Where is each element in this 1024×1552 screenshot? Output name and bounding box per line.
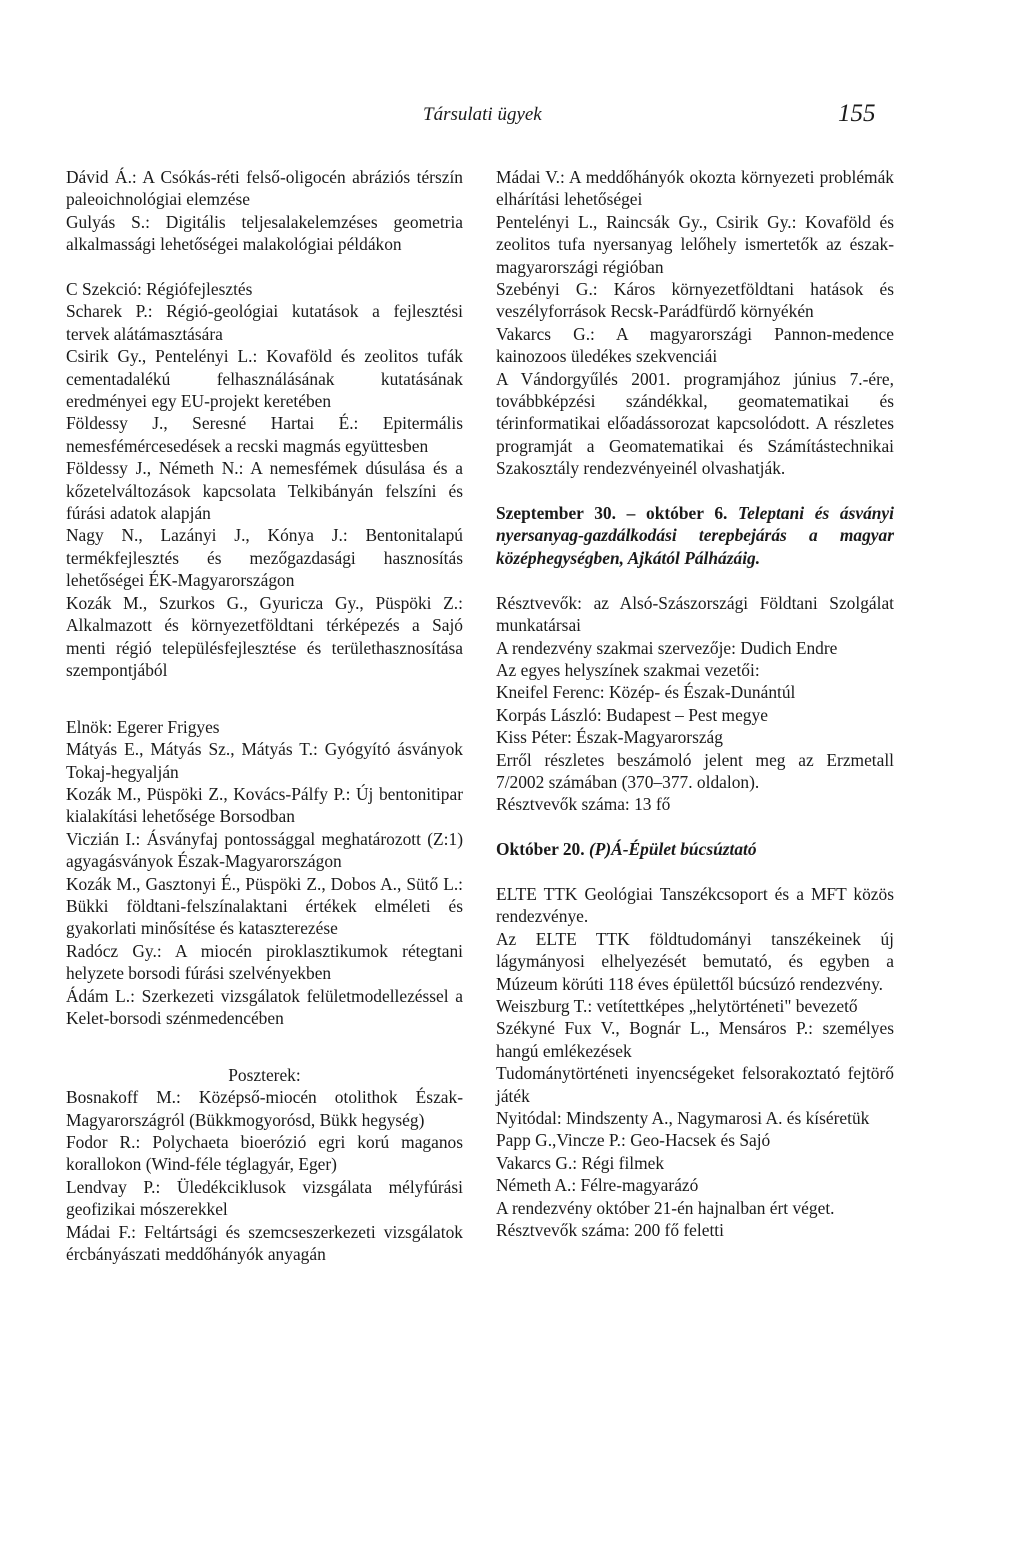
abstract-entry: Kozák M., Gasztonyi É., Püspöki Z., Dobos A., Sütő L.: Bükki földtani-felszínalaktani értékek elméleti és gyakorlati minősítése és kataszterezése	[66, 873, 463, 939]
event-heading-field-trip	[496, 502, 894, 569]
event-detail: Korpás László: Budapest – Pest megye	[496, 704, 768, 725]
abstract-entry: Scharek P.: Régió-geológiai kutatások a fejlesztési tervek alátámasztására	[66, 301, 463, 344]
event-title: Teleptani és ásványi nyersanyag-gazdálkodási terepbejárás a magyar középhegységben, Ajkától Pálházáig.	[496, 503, 894, 568]
event-detail: Weiszburg T.: vetítettképes „helytörténeti" bevezető	[496, 995, 858, 1016]
event-detail: Résztvevők: az Alsó-Szászországi Földtani Szolgálat munkatársai	[496, 592, 894, 636]
event-detail: Székyné Fux V., Bognár L., Mensáros P.: személyes hangú emlékezések	[496, 1018, 894, 1061]
event-detail: A rendezvény szakmai szervezője: Dudich Endre	[496, 637, 838, 658]
abstract-entry: Szebényi G.: Káros környezetföldtani hatások és veszélyforrások Recsk-Parádfürdő környékén	[496, 279, 894, 322]
running-title: Társulati ügyek	[423, 104, 542, 125]
abstract-entry: Földessy J., Seresné Hartai É.: Epitermális nemesfémércesedések a recski magmás együttesben	[66, 413, 463, 456]
announcement-paragraph: A Vándorgyűlés 2001. programjához június 7.-ére, továbbképzési szándékkal, geomatematikai és térinformatikai előadássorozat kapcsolódott. A részletes programját a Geomatematikai és Számítástechnikai Szakosztály rendezvényeinél olvashatják.	[496, 368, 894, 479]
poster-entry: Lendvay P.: Üledékciklusok vizsgálata mélyfúrási geofizikai mószerekkel	[66, 1176, 463, 1220]
event-detail: Az egyes helyszínek szakmai vezetői:	[496, 659, 760, 680]
section-heading: C Szekció: Régiófejlesztés	[66, 279, 253, 300]
abstract-entry: Viczián I.: Ásványfaj pontossággal meghatározott (Z:1) agyagásványok Észak-Magyarországon	[66, 828, 463, 872]
abstract-entry: Radócz Gy.: A miocén piroklasztikumok rétegtani helyzete borsodi fúrási szelvényekben	[66, 940, 463, 984]
event-detail: Erről részletes beszámoló jelent meg az Erzmetall 7/2002 számában (370–377. oldalon).	[496, 749, 894, 792]
abstract-entry: Vakarcs G.: A magyarországi Pannon-medence kainozoos üledékes szekvenciái	[496, 323, 894, 367]
abstract-entry: Pentelényi L., Raincsák Gy., Csirik Gy.: Kovaföld és zeolitos tufa nyersanyag lelőhely ismertetők az észak-magyarországi régióban	[496, 211, 894, 277]
abstract-entry: Mádai V.: A meddőhányók okozta környezeti problémák elhárítási lehetőségei	[496, 167, 894, 210]
right-column	[496, 166, 894, 1241]
abstract-entry: Ádám L.: Szerkezeti vizsgálatok felületmodellezéssel a Kelet-borsodi szénmedencében	[66, 985, 463, 1028]
event-detail: Az ELTE TTK földtudományi tanszékeinek új lágymányosi elhelyezését bemutató, és egyben a Múzeum körúti 118 éves épülettől búcsúzó rendezvény.	[496, 928, 894, 994]
event-detail: Vakarcs G.: Régi filmek	[496, 1152, 665, 1173]
abstract-entry: Kozák M., Szurkos G., Gyuricza Gy., Püspöki Z.: Alkalmazott és környezetföldtani térképezés a Sajó menti régió településfejlesztése és területhasznosítása szempontjából	[66, 592, 463, 680]
event-detail: Papp G.,Vincze P.: Geo-Hacsek és Sajó	[496, 1130, 771, 1151]
event-heading-farewell	[496, 838, 894, 860]
poster-entry: Mádai F.: Feltártsági és szemcseszerkezeti vizsgálatok ércbányászati meddőhányók anyagán	[66, 1221, 463, 1265]
event-detail: Résztvevők száma: 13 fő	[496, 794, 671, 815]
event-detail: Kneifel Ferenc: Közép- és Észak-Dunántúl	[496, 682, 796, 703]
abstract-entry: Dávid Á.: A Csókás-réti felső-oligocén abráziós térszín paleoichnológiai elemzése	[66, 167, 463, 210]
left-column	[66, 166, 463, 1265]
poster-entry: Bosnakoff M.: Középső-miocén otolithok Észak-Magyarországról (Bükkmogyorósd, Bükk hegység)	[66, 1087, 463, 1130]
abstract-entry: Kozák M., Püspöki Z., Kovács-Pálfy P.: Új bentonitipar kialakítási lehetősége Borsodban	[66, 783, 463, 827]
event-detail: Nyitódal: Mindszenty A., Nagymarosi A. és kíséretük	[496, 1108, 870, 1128]
page-header	[0, 100, 1024, 140]
abstract-entry: Mátyás E., Mátyás Sz., Mátyás T.: Gyógyító ásványok Tokaj-hegyalján	[66, 739, 463, 782]
event-detail: Kiss Péter: Észak-Magyarország	[496, 727, 723, 748]
posters-heading: Poszterek:	[228, 1064, 301, 1085]
event-detail: Tudománytörténeti inyencségeket felsorakoztató fejtörő játék	[496, 1063, 894, 1106]
chair-line: Elnök: Egerer Frigyes	[66, 716, 220, 737]
event-detail: Résztvevők száma: 200 fő feletti	[496, 1220, 724, 1241]
event-detail: ELTE TTK Geológiai Tanszékcsoport és a MFT közös rendezvénye.	[496, 883, 894, 927]
event-date: Október 20.	[496, 839, 585, 860]
event-detail: Németh A.: Félre-magyarázó	[496, 1175, 699, 1196]
abstract-entry: Gulyás S.: Digitális teljesalakelemzéses geometria alkalmassági lehetőségei malakológiai példákon	[66, 211, 463, 255]
poster-entry: Fodor R.: Polychaeta bioerózió egri korú maganos korallokon (Wind-féle téglagyár, Eger)	[66, 1132, 463, 1175]
abstract-entry: Csirik Gy., Pentelényi L.: Kovaföld és zeolitos tufák cementadalékú felhasználásának kutatásának eredményei egy EU-projekt keretében	[66, 346, 463, 412]
event-date: Szeptember 30. – október 6.	[496, 503, 728, 524]
event-detail: A rendezvény október 21-én hajnalban ért véget.	[496, 1197, 835, 1218]
abstract-entry: Földessy J., Németh N.: A nemesfémek dúsulása és a kőzetelváltozások kapcsolata Telkibányán felszíni és fúrási adatok alapján	[66, 458, 463, 524]
event-title: (P)Á-Épület búcsúztató	[588, 839, 757, 860]
page-number: 155	[838, 100, 876, 127]
abstract-entry: Nagy N., Lazányi J., Kónya J.: Bentonitalapú termékfejlesztés és mezőgazdasági hasznosítás lehetőségei ÉK-Magyarországon	[66, 525, 463, 591]
